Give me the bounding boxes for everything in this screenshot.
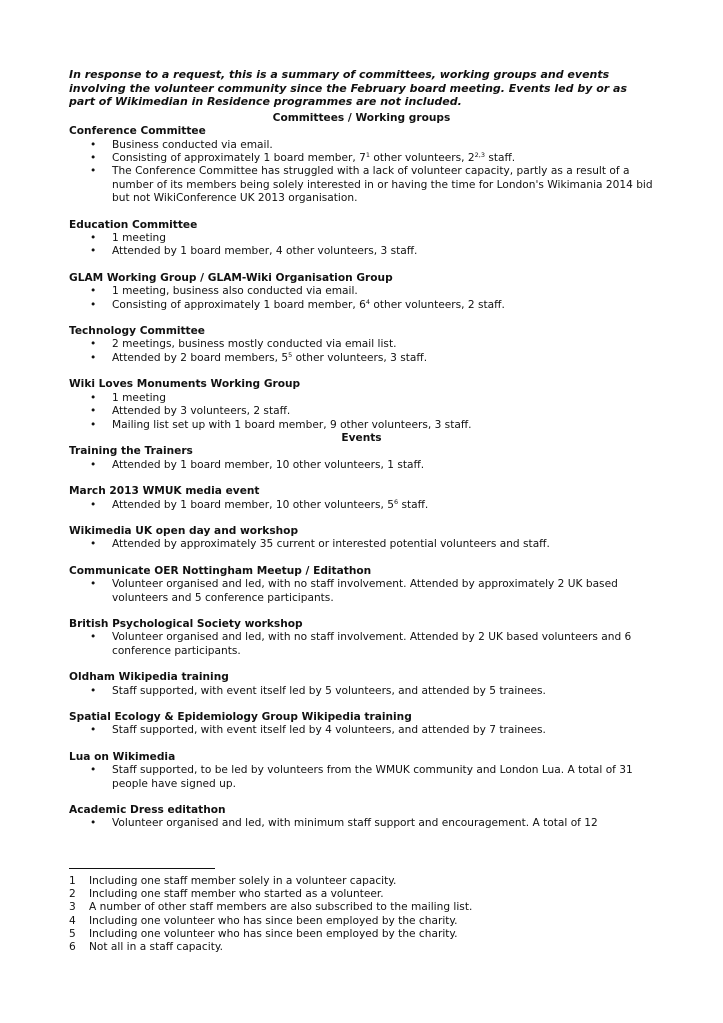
list-item-text: Volunteer organised and led, with no staff involvement. Attended by 2 UK based volunteers and 6 conference participants. (112, 631, 632, 657)
footnote-text: Including one staff member who started as a volunteer. (89, 888, 384, 901)
list-item (69, 459, 654, 472)
footnote-reference: 6 (393, 497, 399, 506)
event-title: Wikimedia UK open day and workshop (69, 524, 299, 537)
list-item-text: Attended by 1 board member, 4 other volunteers, 3 staff. (112, 245, 418, 258)
committee-title: Conference Committee (69, 125, 206, 138)
list-item (69, 285, 654, 298)
bullet-icon: • (90, 405, 97, 418)
bullet-icon: • (90, 152, 97, 164)
committee-group (69, 125, 654, 205)
footnote (69, 888, 654, 901)
list-item (69, 152, 654, 165)
event-group (69, 804, 654, 831)
committee-bullet-list (69, 232, 654, 259)
event-bullet-list (69, 817, 654, 830)
footnote-number: 5 (69, 927, 76, 940)
event-group (69, 671, 654, 698)
event-title: March 2013 WMUK media event (69, 485, 260, 498)
list-item-text: staff. (398, 498, 429, 511)
list-item-text: Consisting of approximately 1 board member, 7 (112, 152, 366, 164)
event-bullet-list (69, 685, 654, 698)
event-title: Spatial Ecology & Epidemiology Group Wikipedia training (69, 711, 412, 723)
bullet-icon: • (90, 245, 97, 258)
list-item-text: Attended by approximately 35 current or interested potential volunteers and staff. (112, 538, 550, 551)
list-item (69, 232, 654, 245)
list-item (69, 538, 654, 551)
intro-paragraph: In response to a request, this is a summary of committees, working groups and events involving the volunteer community since the February board meeting. Events led by or as part of Wikimedian in Residence programmes are not included. (69, 68, 627, 109)
list-item (69, 817, 654, 830)
footnote-text: Including one volunteer who has since been employed by the charity. (89, 914, 458, 927)
committee-title: Wiki Loves Monuments Working Group (69, 378, 301, 391)
footnote (69, 915, 654, 928)
list-item-text: Attended by 2 board members, 5 (112, 351, 289, 364)
bullet-icon: • (90, 631, 97, 644)
event-bullet-list (69, 538, 654, 551)
bullet-icon: • (90, 498, 97, 511)
event-bullet-list (69, 499, 654, 512)
committees-heading: Committees / Working groups (272, 111, 451, 124)
event-group (69, 565, 654, 605)
bullet-icon: • (90, 538, 97, 551)
list-item-text: Volunteer organised and led, with minimum staff support and encouragement. A total of 12 (112, 817, 598, 830)
footnote-reference: 4 (365, 297, 370, 306)
committee-bullet-list (69, 285, 654, 312)
bullet-icon: • (90, 578, 97, 591)
committee-bullet-list (69, 392, 654, 432)
event-bullet-list (69, 459, 654, 472)
footnote (69, 928, 654, 941)
list-item (69, 685, 654, 698)
list-item (69, 724, 654, 737)
list-item-text: Consisting of approximately 1 board member, 6 (112, 298, 366, 311)
committee-group (69, 272, 654, 312)
footnote (69, 901, 654, 914)
footnote-number: 3 (69, 901, 76, 914)
event-bullet-list (69, 764, 654, 791)
footnote-number: 4 (69, 914, 76, 927)
footnote-text: Including one staff member solely in a volunteer capacity. (89, 875, 397, 887)
footnote-reference: 1 (365, 151, 370, 159)
bullet-icon: • (90, 285, 97, 298)
events-list (69, 445, 654, 831)
document-body (69, 68, 654, 831)
event-group (69, 618, 654, 658)
list-item (69, 352, 654, 365)
bullet-icon: • (90, 817, 97, 830)
footnote-text: Including one volunteer who has since been employed by the charity. (89, 927, 458, 940)
events-heading: Events (341, 431, 382, 444)
event-group (69, 711, 654, 738)
footnote-reference: 5 (288, 350, 293, 359)
event-group (69, 445, 654, 472)
bullet-icon: • (90, 418, 97, 431)
event-group (69, 525, 654, 552)
event-title: Lua on Wikimedia (69, 750, 176, 763)
list-item (69, 338, 654, 351)
footnotes (69, 875, 654, 954)
event-title: British Psychological Society workshop (69, 617, 303, 630)
committee-title: Education Committee (69, 218, 198, 231)
footnote (69, 875, 654, 888)
list-item-text: 1 meeting (112, 232, 166, 245)
list-item-text: Mailing list set up with 1 board member, 9 other volunteers, 3 staff. (112, 418, 472, 431)
list-item (69, 405, 654, 418)
event-title: Communicate OER Nottingham Meetup / Editathon (69, 564, 372, 577)
list-item (69, 165, 654, 205)
committee-bullet-list (69, 338, 654, 365)
list-item-text: 1 meeting (112, 391, 166, 404)
event-bullet-list (69, 631, 654, 658)
committee-title: GLAM Working Group / GLAM-Wiki Organisation Group (69, 271, 393, 284)
list-item (69, 392, 654, 405)
bullet-icon: • (90, 138, 97, 151)
footnote-separator (69, 868, 215, 869)
list-item-text: Staff supported, with event itself led by 4 volunteers, and attended by 7 trainees. (112, 724, 546, 737)
list-item-text: The Conference Committee has struggled with a lack of volunteer capacity, partly as a result of a number of its members being solely interested in or having the time for London's Wikimania 2014 bid but not WikiConference UK 2013 organisation. (112, 165, 653, 205)
list-item (69, 499, 654, 512)
committee-group (69, 219, 654, 259)
list-item-text: 2 meetings, business mostly conducted via email list. (112, 338, 397, 351)
bullet-icon: • (90, 232, 97, 245)
footnote (69, 941, 654, 954)
list-item-text: Staff supported, to be led by volunteers from the WMUK community and London Lua. A total of 31 people have signed up. (112, 764, 633, 790)
list-item-text: Staff supported, with event itself led by 5 volunteers, and attended by 5 trainees. (112, 684, 546, 697)
bullet-icon: • (90, 458, 97, 471)
bullet-icon: • (90, 684, 97, 697)
committee-group (69, 325, 654, 365)
list-item (69, 631, 654, 658)
footnote-text: A number of other staff members are also subscribed to the mailing list. (89, 901, 473, 914)
committee-title: Technology Committee (69, 325, 205, 338)
footnote-number: 2 (69, 888, 76, 901)
footnote-text: Not all in a staff capacity. (89, 941, 223, 954)
list-item (69, 299, 654, 312)
list-item-text: Attended by 1 board member, 10 other volunteers, 1 staff. (112, 458, 425, 471)
bullet-icon: • (90, 165, 97, 178)
event-title: Training the Trainers (69, 445, 193, 458)
list-item (69, 245, 654, 258)
bullet-icon: • (90, 724, 97, 737)
event-group (69, 485, 654, 512)
bullet-icon: • (90, 391, 97, 404)
committee-group (69, 378, 654, 432)
list-item-text: Volunteer organised and led, with no staff involvement. Attended by approximately 2 UK based volunteers and 5 conference participants. (112, 578, 618, 604)
bullet-icon: • (90, 764, 97, 777)
bullet-icon: • (90, 351, 97, 364)
committee-bullet-list (69, 139, 654, 206)
event-title: Oldham Wikipedia training (69, 671, 229, 684)
list-item-text: 1 meeting, business also conducted via email. (112, 285, 358, 298)
list-item-text: other volunteers, 2 (370, 152, 475, 164)
footnote-number: 6 (69, 941, 76, 954)
event-title: Academic Dress editathon (69, 804, 226, 817)
list-item-text: Attended by 1 board member, 10 other volunteers, 5 (112, 498, 394, 511)
list-item (69, 419, 654, 432)
list-item-text: Attended by 3 volunteers, 2 staff. (112, 405, 291, 418)
list-item (69, 764, 654, 791)
event-bullet-list (69, 578, 654, 605)
list-item (69, 578, 654, 605)
event-bullet-list (69, 724, 654, 737)
footnote-number: 1 (69, 875, 76, 887)
committees-list (69, 125, 654, 432)
bullet-icon: • (90, 298, 97, 311)
footnote-reference: 2,3 (474, 151, 485, 159)
list-item (69, 139, 654, 152)
event-group (69, 751, 654, 791)
list-item-text: staff. (484, 152, 516, 164)
bullet-icon: • (90, 338, 97, 351)
list-item-text: Business conducted via email. (112, 138, 273, 151)
list-item-text: other volunteers, 2 staff. (370, 298, 505, 311)
list-item-text: other volunteers, 3 staff. (292, 351, 428, 364)
